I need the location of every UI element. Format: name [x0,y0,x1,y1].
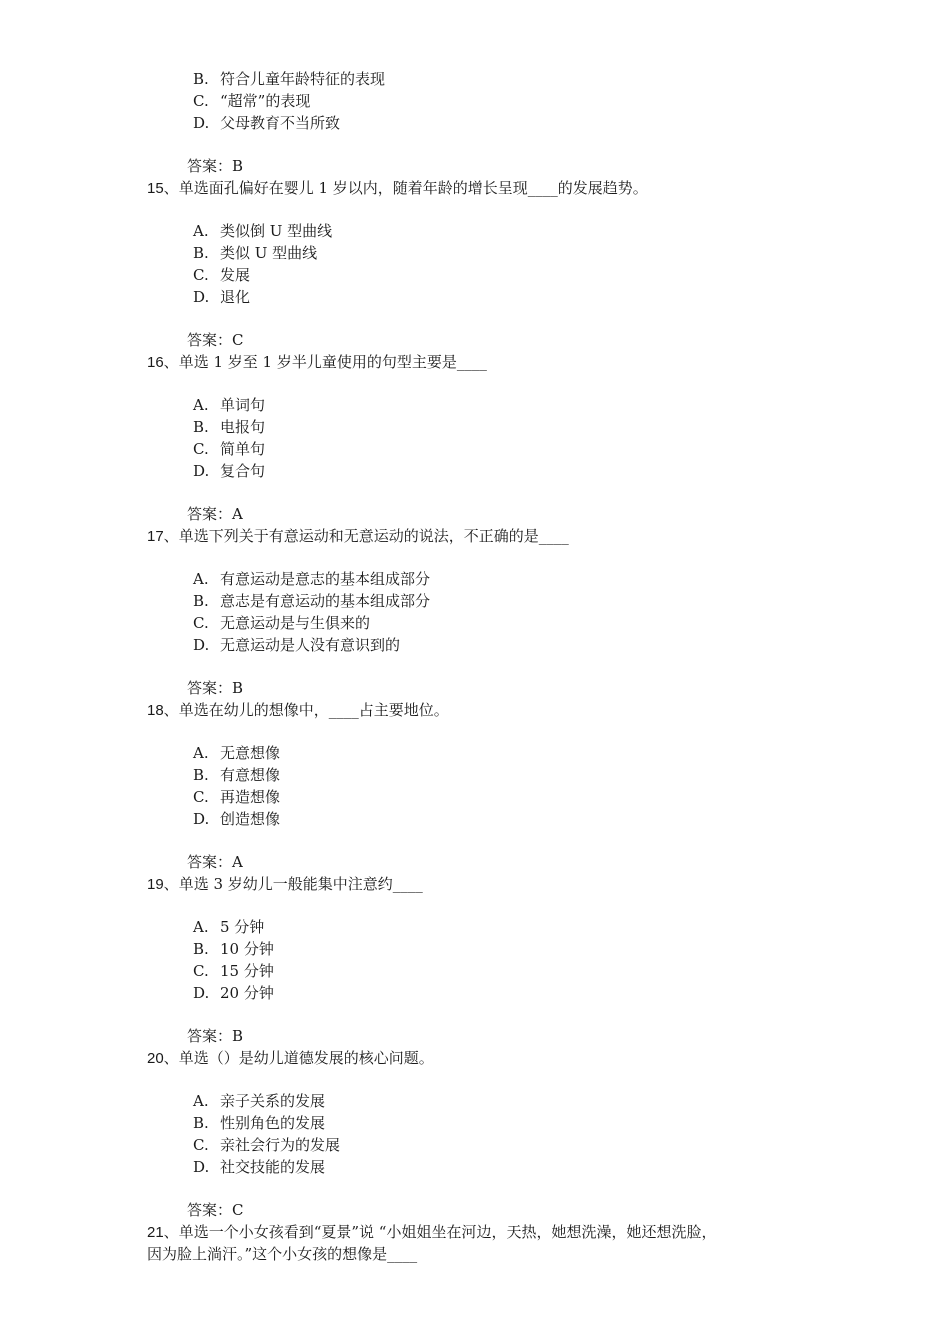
option-c [193,612,370,634]
option-text: 有意想像 [220,766,281,784]
option-b [193,242,317,264]
question-stem: 单选面孔偏好在婴儿 1 岁以内，随着年龄的增长呈现____的发展趋势。 [178,179,648,197]
option-letter: D. [193,462,210,480]
option-letter: A. [193,744,209,762]
option-letter: A. [193,1092,209,1110]
option-text: 10 分钟 [220,940,274,958]
option-b [193,590,430,612]
option-letter: C. [193,440,209,458]
question-number: 17、 [147,528,179,545]
question-stem: 单选一个小女孩看到“夏景”说 “小姐姐坐在河边，天热，她想洗澡，她还想洗脸， [178,1223,717,1241]
option-letter: B. [193,418,209,436]
option-letter: A. [193,570,209,588]
option-letter: D. [193,810,210,828]
question-stem: 单选在幼儿的想像中，____占主要地位。 [178,701,449,719]
option-letter: B. [193,1114,209,1132]
option-text: 父母教育不当所致 [220,114,341,132]
option-text: 15 分钟 [220,962,274,980]
option-text: 退化 [220,288,251,306]
option-d [193,634,400,656]
option-letter: C. [193,614,209,632]
option-a [193,1090,325,1112]
option-letter: A. [193,396,209,414]
option-text: 社交技能的发展 [220,1158,326,1176]
option-a [193,394,265,416]
answer: 答案：C [187,1201,244,1219]
question-17 [147,525,569,548]
option-letter: D. [193,1158,210,1176]
option-c [193,438,265,460]
question-19 [147,873,423,896]
answer: 答案：B [187,1027,244,1045]
question-15 [147,177,648,200]
option-text: 类似 U 型曲线 [220,244,318,262]
option-a [193,568,430,590]
option-text: 无意运动是人没有意识到的 [220,636,401,654]
option-text: 无意运动是与生俱来的 [220,614,371,632]
option-d [193,286,250,308]
option-a [193,220,332,242]
option-d [193,808,280,830]
option-text: 5 分钟 [220,918,265,936]
option-text: 亲社会行为的发展 [220,1136,341,1154]
option-letter: D. [193,984,210,1002]
question-stem: 单选下列关于有意运动和无意运动的说法，不正确的是____ [178,527,569,545]
option-text: 单词句 [220,396,266,414]
option-letter: C. [193,92,209,110]
option-text: 简单句 [220,440,266,458]
option-text: “超常”的表现 [220,92,311,110]
question-20 [147,1047,434,1070]
option-letter: D. [193,636,210,654]
option-text: 创造想像 [220,810,281,828]
option-letter: C. [193,1136,209,1154]
answer: 答案：A [187,853,243,871]
question-stem-continuation: 因为脸上淌汗。”这个小女孩的想像是____ [147,1245,418,1263]
option-a [193,916,264,938]
option-c [193,264,250,286]
option-c [193,960,274,982]
option-letter: A. [193,918,209,936]
question-stem: 单选 1 岁至 1 岁半儿童使用的句型主要是____ [178,353,487,371]
answer: 答案：B [187,157,244,175]
option-b [193,68,385,90]
option-text: 无意想像 [220,744,281,762]
option-d [193,460,265,482]
option-text: 意志是有意运动的基本组成部分 [220,592,431,610]
option-b [193,1112,325,1134]
option-text: 20 分钟 [220,984,274,1002]
question-number: 21、 [147,1224,179,1241]
option-c [193,90,310,112]
option-text: 再造想像 [220,788,281,806]
option-text: 有意运动是意志的基本组成部分 [220,570,431,588]
question-16 [147,351,487,374]
question-number: 15、 [147,180,179,197]
answer: 答案：B [187,679,244,697]
option-b [193,764,280,786]
option-b [193,938,274,960]
option-c [193,1134,340,1156]
option-text: 复合句 [220,462,266,480]
question-number: 18、 [147,702,179,719]
question-number: 19、 [147,876,179,893]
option-text: 电报句 [220,418,266,436]
question-stem: 单选（）是幼儿道德发展的核心问题。 [178,1049,434,1067]
option-text: 性别角色的发展 [220,1114,326,1132]
option-text: 类似倒 U 型曲线 [220,222,333,240]
option-letter: C. [193,788,209,806]
question-number: 20、 [147,1050,179,1067]
option-letter: C. [193,266,209,284]
option-a [193,742,280,764]
option-c [193,786,280,808]
option-letter: B. [193,940,209,958]
option-letter: D. [193,288,210,306]
answer: 答案：C [187,331,244,349]
option-d [193,112,340,134]
option-text: 发展 [220,266,251,284]
option-d [193,982,274,1004]
option-d [193,1156,325,1178]
option-letter: D. [193,114,210,132]
answer: 答案：A [187,505,243,523]
question-18 [147,699,449,722]
option-letter: C. [193,962,209,980]
option-letter: A. [193,222,209,240]
option-letter: B. [193,766,209,784]
option-letter: B. [193,70,209,88]
option-text: 符合儿童年龄特征的表现 [220,70,386,88]
option-letter: B. [193,592,209,610]
question-stem: 单选 3 岁幼儿一般能集中注意约____ [178,875,423,893]
question-21 [147,1221,716,1244]
option-b [193,416,265,438]
option-letter: B. [193,244,209,262]
option-text: 亲子关系的发展 [220,1092,326,1110]
question-number: 16、 [147,354,179,371]
